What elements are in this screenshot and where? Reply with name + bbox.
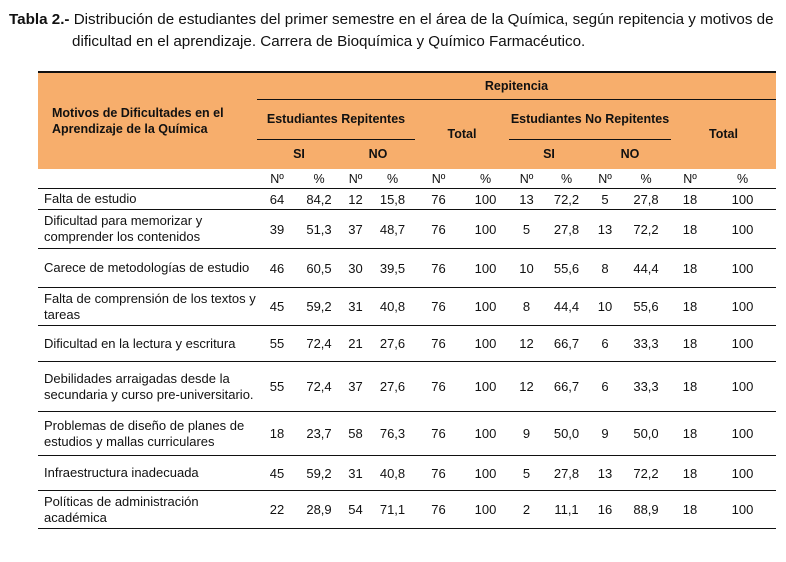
value-cell: 58 <box>341 412 370 456</box>
value-cell: 59,2 <box>297 456 341 491</box>
value-cell: 72,4 <box>297 362 341 412</box>
value-cell: 27,6 <box>370 362 415 412</box>
value-cell: 55,6 <box>621 288 671 326</box>
value-cell: 33,3 <box>621 326 671 362</box>
value-cell: 12 <box>341 189 370 210</box>
motivo-cell: Dificultad para memorizar y comprender los contenidos <box>38 210 257 249</box>
value-cell: 100 <box>709 326 776 362</box>
unit-cell: % <box>297 169 341 189</box>
value-cell: 6 <box>589 326 621 362</box>
unit-cell: % <box>370 169 415 189</box>
value-cell: 39,5 <box>370 249 415 288</box>
value-cell: 33,3 <box>621 362 671 412</box>
motivo-cell: Falta de estudio <box>38 189 257 210</box>
unit-cell: Nº <box>671 169 709 189</box>
value-cell: 72,4 <box>297 326 341 362</box>
table-row <box>38 362 776 412</box>
value-cell: 45 <box>257 288 297 326</box>
value-cell: 100 <box>709 288 776 326</box>
value-cell: 9 <box>589 412 621 456</box>
value-cell: 76 <box>415 249 462 288</box>
value-cell: 50,0 <box>544 412 589 456</box>
table-row <box>38 491 776 529</box>
table-row <box>38 456 776 491</box>
value-cell: 88,9 <box>621 491 671 529</box>
value-cell: 16 <box>589 491 621 529</box>
value-cell: 66,7 <box>544 326 589 362</box>
motivo-cell: Políticas de administración académica <box>38 491 257 529</box>
data-table <box>38 71 776 529</box>
header-no-no-repitentes: NO <box>620 147 640 162</box>
value-cell: 37 <box>341 210 370 249</box>
value-cell: 76 <box>415 189 462 210</box>
value-cell: 55,6 <box>544 249 589 288</box>
value-cell: 13 <box>589 456 621 491</box>
motivo-cell: Problemas de diseño de planes de estudios y mallas curriculares <box>38 412 257 456</box>
value-cell: 76 <box>415 456 462 491</box>
caption-line-2: dificultad en el aprendizaje. Carrera de Bioquímica y Químico Farmacéutico. <box>72 33 586 50</box>
value-cell: 76 <box>415 210 462 249</box>
value-cell: 100 <box>462 210 509 249</box>
value-cell: 9 <box>509 412 544 456</box>
motivo-cell: Falta de comprensión de los textos y tareas <box>38 288 257 326</box>
header-repitencia: Repitencia <box>257 72 776 99</box>
unit-cell: Nº <box>415 169 462 189</box>
value-cell: 12 <box>509 362 544 412</box>
value-cell: 100 <box>709 362 776 412</box>
value-cell: 50,0 <box>621 412 671 456</box>
header-no-repitentes: NO <box>368 147 388 162</box>
caption-line-1: Distribución de estudiantes del primer semestre en el área de la Química, según repitencia y motivos de <box>73 11 774 28</box>
unit-cell: % <box>544 169 589 189</box>
table-header <box>38 72 776 169</box>
value-cell: 100 <box>709 249 776 288</box>
value-cell: 8 <box>509 288 544 326</box>
header-total-no-repitentes: Total <box>709 127 738 142</box>
value-cell: 15,8 <box>370 189 415 210</box>
value-cell: 76 <box>415 362 462 412</box>
value-cell: 18 <box>671 189 709 210</box>
value-cell: 27,8 <box>544 210 589 249</box>
unit-cell: Nº <box>589 169 621 189</box>
table-row <box>38 288 776 326</box>
units-blank <box>38 169 257 189</box>
value-cell: 100 <box>462 412 509 456</box>
value-cell: 18 <box>671 362 709 412</box>
header-si-repitentes: SI <box>293 147 305 162</box>
motivo-cell: Dificultad en la lectura y escritura <box>38 326 257 362</box>
value-cell: 54 <box>341 491 370 529</box>
value-cell: 100 <box>462 362 509 412</box>
value-cell: 28,9 <box>297 491 341 529</box>
caption-label: Tabla 2.- <box>9 11 70 28</box>
value-cell: 48,7 <box>370 210 415 249</box>
value-cell: 59,2 <box>297 288 341 326</box>
value-cell: 11,1 <box>544 491 589 529</box>
value-cell: 100 <box>709 412 776 456</box>
value-cell: 18 <box>671 249 709 288</box>
value-cell: 13 <box>589 210 621 249</box>
value-cell: 72,2 <box>621 210 671 249</box>
value-cell: 18 <box>671 326 709 362</box>
value-cell: 5 <box>509 210 544 249</box>
unit-cell: % <box>462 169 509 189</box>
table-row <box>38 326 776 362</box>
table-row <box>38 249 776 288</box>
value-cell: 18 <box>671 210 709 249</box>
value-cell: 18 <box>671 288 709 326</box>
motivo-cell: Debilidades arraigadas desde la secundaria y curso pre-universitario. <box>38 362 257 412</box>
table-row <box>38 189 776 210</box>
value-cell: 27,8 <box>621 189 671 210</box>
value-cell: 10 <box>509 249 544 288</box>
unit-cell: % <box>709 169 776 189</box>
value-cell: 2 <box>509 491 544 529</box>
value-cell: 13 <box>509 189 544 210</box>
value-cell: 5 <box>589 189 621 210</box>
value-cell: 30 <box>341 249 370 288</box>
table-caption <box>9 9 779 53</box>
value-cell: 37 <box>341 362 370 412</box>
table-body <box>38 169 776 529</box>
value-cell: 10 <box>589 288 621 326</box>
unit-cell: Nº <box>341 169 370 189</box>
value-cell: 100 <box>462 288 509 326</box>
value-cell: 31 <box>341 288 370 326</box>
value-cell: 64 <box>257 189 297 210</box>
value-cell: 71,1 <box>370 491 415 529</box>
value-cell: 18 <box>671 456 709 491</box>
value-cell: 44,4 <box>621 249 671 288</box>
motivo-cell: Carece de metodologías de estudio <box>38 249 257 288</box>
unit-cell: Nº <box>509 169 544 189</box>
header-si-no-repitentes: SI <box>543 147 555 162</box>
value-cell: 76 <box>415 326 462 362</box>
table-row <box>38 210 776 249</box>
value-cell: 44,4 <box>544 288 589 326</box>
value-cell: 51,3 <box>297 210 341 249</box>
motivo-cell: Infraestructura inadecuada <box>38 456 257 491</box>
value-cell: 100 <box>462 189 509 210</box>
value-cell: 6 <box>589 362 621 412</box>
value-cell: 12 <box>509 326 544 362</box>
table-row <box>38 412 776 456</box>
value-cell: 100 <box>462 326 509 362</box>
value-cell: 5 <box>509 456 544 491</box>
value-cell: 18 <box>671 412 709 456</box>
value-cell: 76,3 <box>370 412 415 456</box>
value-cell: 84,2 <box>297 189 341 210</box>
value-cell: 100 <box>709 456 776 491</box>
unit-cell: % <box>621 169 671 189</box>
header-estudiantes-no-repitentes: Estudiantes No Repitentes <box>509 99 671 139</box>
value-cell: 18 <box>257 412 297 456</box>
header-total-repitentes: Total <box>447 127 477 142</box>
value-cell: 18 <box>671 491 709 529</box>
value-cell: 46 <box>257 249 297 288</box>
value-cell: 100 <box>709 210 776 249</box>
value-cell: 31 <box>341 456 370 491</box>
value-cell: 55 <box>257 326 297 362</box>
value-cell: 100 <box>709 189 776 210</box>
value-cell: 22 <box>257 491 297 529</box>
value-cell: 66,7 <box>544 362 589 412</box>
value-cell: 8 <box>589 249 621 288</box>
value-cell: 23,7 <box>297 412 341 456</box>
value-cell: 55 <box>257 362 297 412</box>
value-cell: 72,2 <box>544 189 589 210</box>
value-cell: 40,8 <box>370 288 415 326</box>
value-cell: 27,6 <box>370 326 415 362</box>
value-cell: 45 <box>257 456 297 491</box>
value-cell: 100 <box>709 491 776 529</box>
header-estudiantes-repitentes: Estudiantes Repitentes <box>257 99 415 139</box>
value-cell: 100 <box>462 249 509 288</box>
value-cell: 100 <box>462 491 509 529</box>
value-cell: 72,2 <box>621 456 671 491</box>
value-cell: 60,5 <box>297 249 341 288</box>
value-cell: 39 <box>257 210 297 249</box>
value-cell: 100 <box>462 456 509 491</box>
value-cell: 21 <box>341 326 370 362</box>
value-cell: 40,8 <box>370 456 415 491</box>
unit-cell: Nº <box>257 169 297 189</box>
value-cell: 27,8 <box>544 456 589 491</box>
header-motivos: Motivos de Dificultades en el Aprendizaje de la Química <box>38 72 257 169</box>
value-cell: 76 <box>415 412 462 456</box>
units-row <box>38 169 776 189</box>
value-cell: 76 <box>415 288 462 326</box>
value-cell: 76 <box>415 491 462 529</box>
